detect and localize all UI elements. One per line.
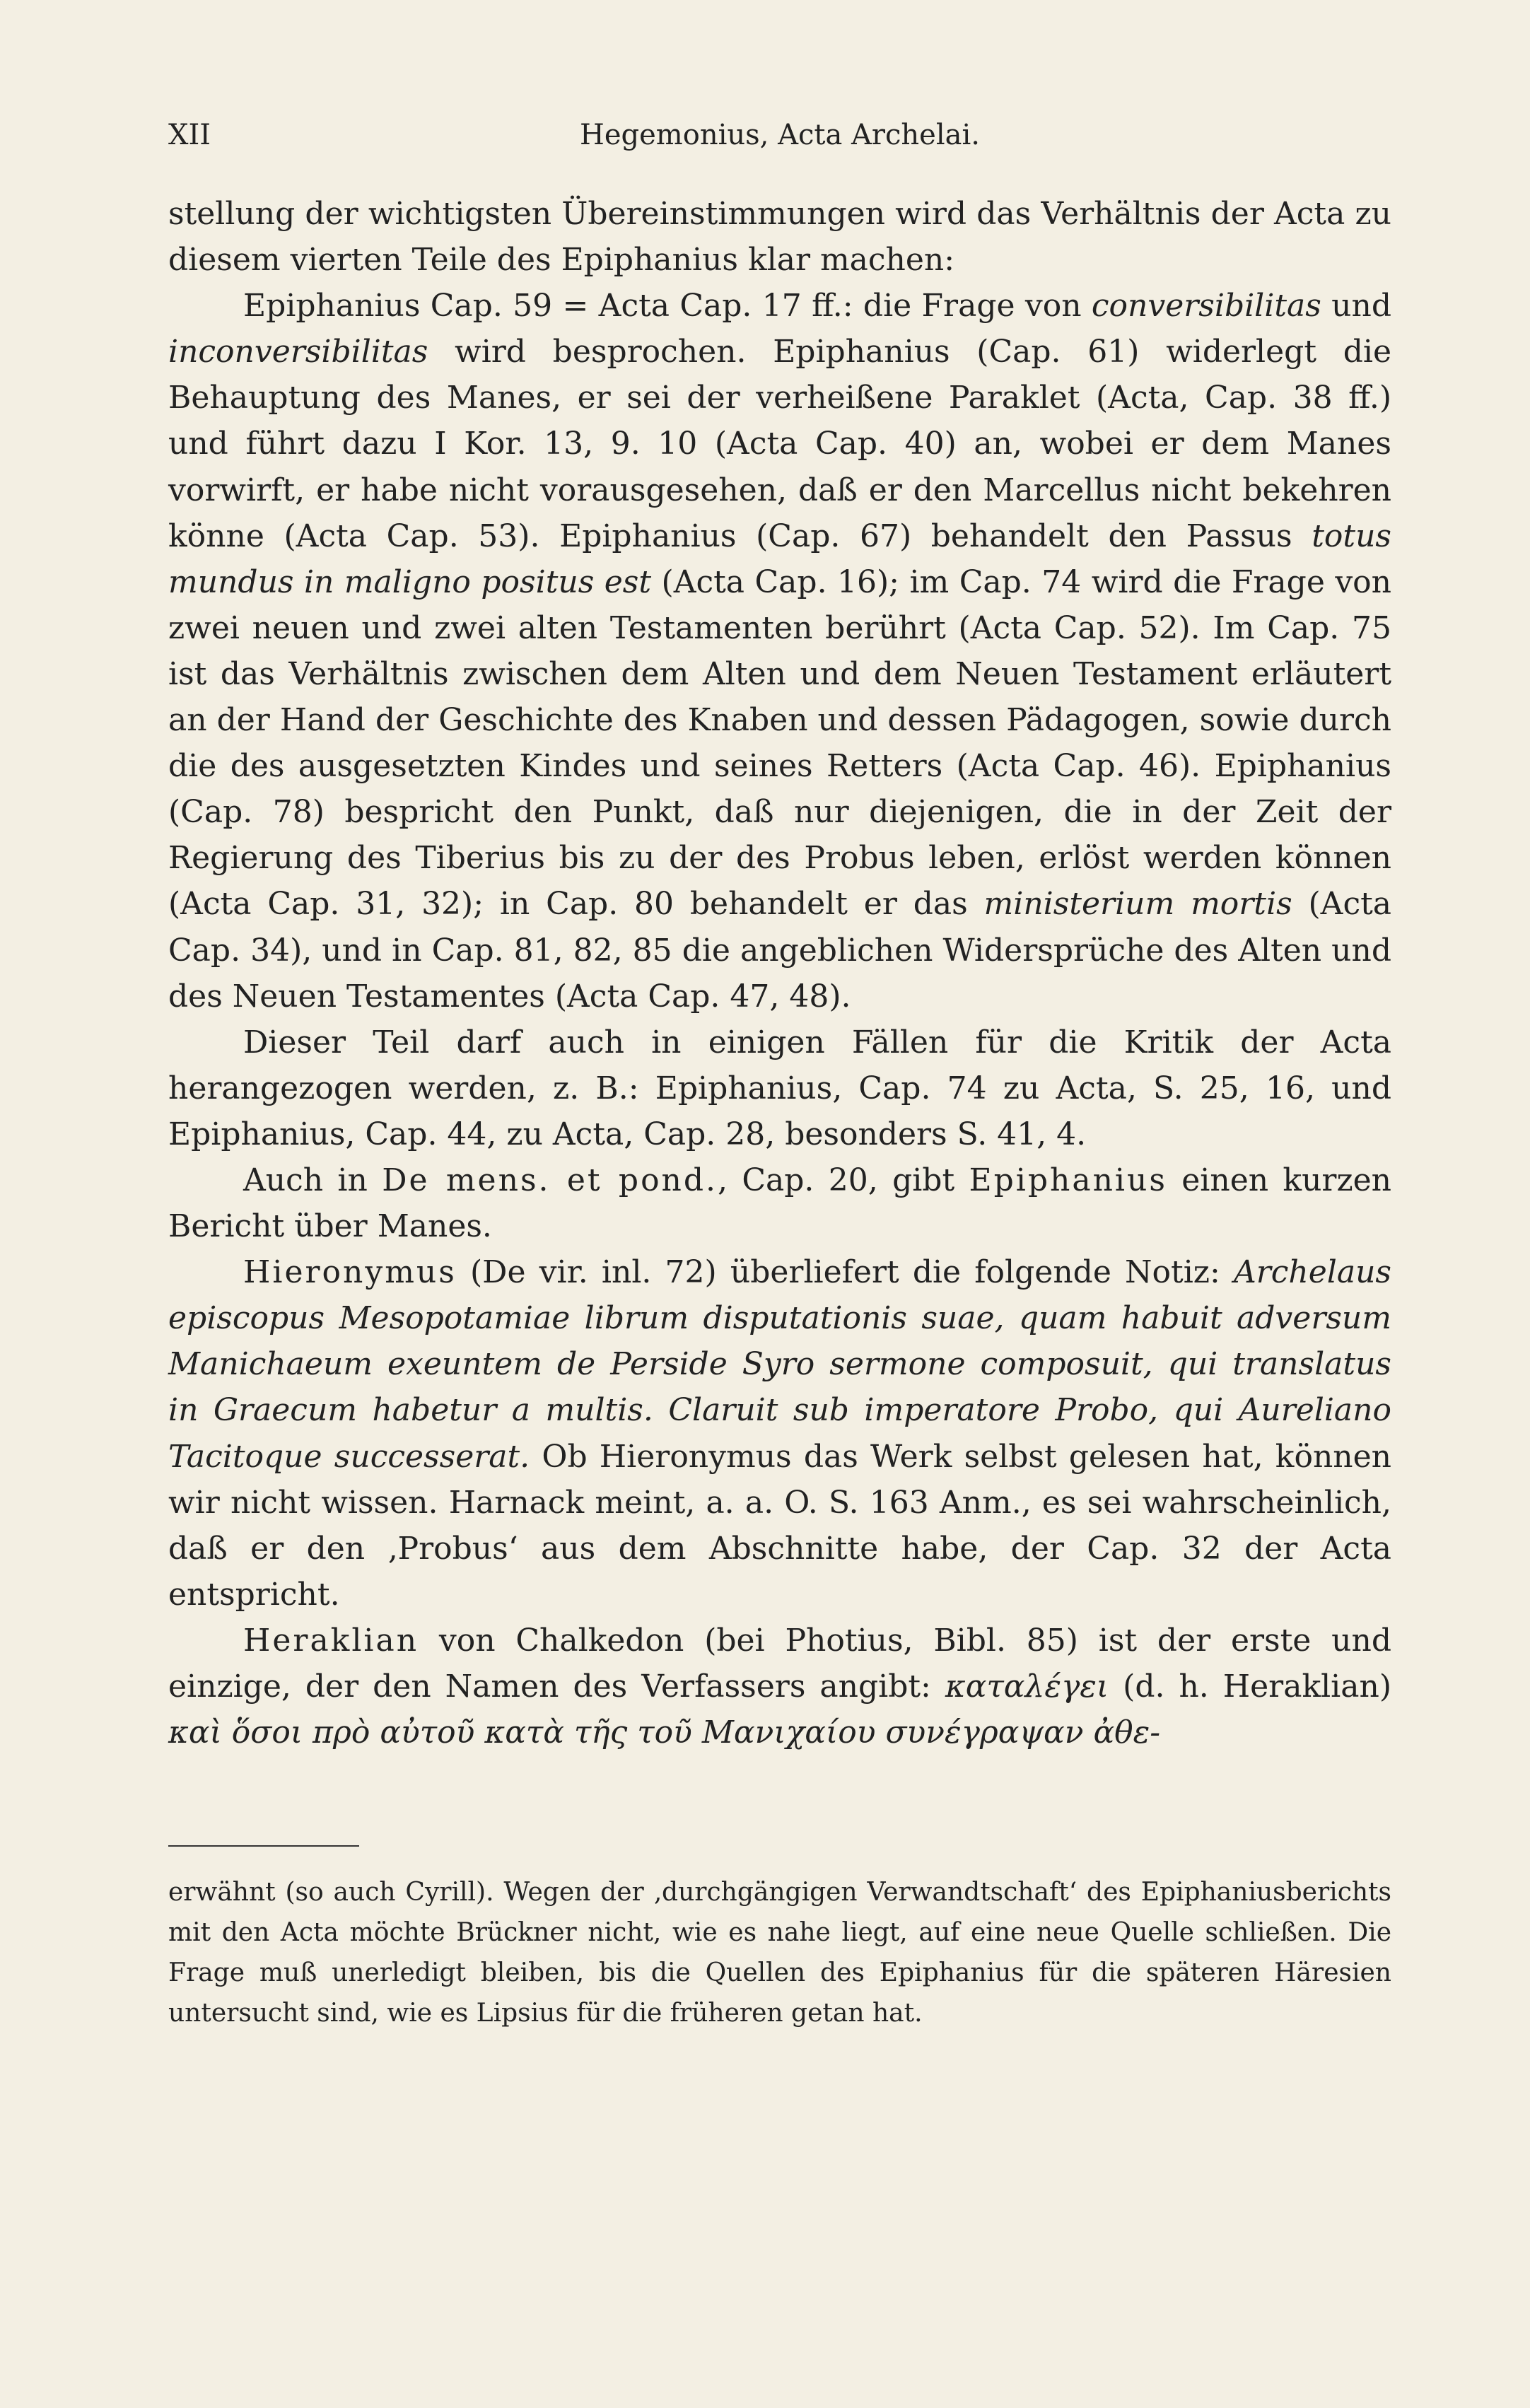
spaced-name: Hieronymus	[243, 1254, 457, 1291]
paragraph-6: Heraklian von Chalkedon (bei Photius, Bibl. 85) ist der erste und einzige, der den Namen des Verfassers angibt: καταλέγει (d. h. Heraklian) καὶ ὅσοι πρὸ αὐτοῦ κατὰ τῆς τοῦ Μανιχαίου συνέγραψαν ἀθε-	[168, 1622, 1391, 1751]
footnote-text: erwähnt (so auch Cyrill). Wegen der ‚durchgängigen Verwandtschaft‘ des Epiphaniusberichts mit den Acta möchte Brückner nicht, wie es nahe liegt, auf eine neue Quelle schließen. Die Frage muß unerledigt bleiben, bis die Quellen des Epiphanius für die späteren Häresien untersucht sind, wie es Lipsius für die früheren getan hat.	[168, 1878, 1391, 2028]
latin-quote: Archelaus episcopus Mesopotamiae librum disputationis suae, quam habuit adversum Manichaeum exeuntem de Perside Syro sermone composuit, qui translatus in Graecum habetur a multis. Claruit sub imperatore Probo, qui Aureliano Tacitoque successerat.	[168, 1254, 1391, 1475]
latin-term: inconversibilitas	[168, 334, 428, 370]
latin-term: ministerium mortis	[983, 886, 1292, 923]
footnote	[168, 1872, 1391, 2033]
greek-quote: καὶ ὅσοι πρὸ αὐτοῦ κατὰ τῆς τοῦ Μανιχαίου συνέγραψαν ἀθε-	[168, 1714, 1161, 1751]
paragraph-5: Hieronymus (De vir. inl. 72) überliefert die folgende Notiz: Archelaus episcopus Mesopotamiae librum disputationis suae, quam habuit adversum Manichaeum exeuntem de Perside Syro sermone composuit, qui translatus in Graecum habetur a multis. Claruit sub imperatore Probo, qui Aureliano Tacitoque successerat. Ob Hieronymus das Werk selbst gelesen hat, können wir nicht wissen. Harnack meint, a. a. O. S. 163 Anm., es sei wahrscheinlich, daß er den ‚Probus‘ aus dem Abschnitte habe, der Cap. 32 der Acta entspricht.	[168, 1254, 1391, 1613]
running-title: Hegemonius, Acta Archelai.	[579, 119, 981, 151]
latin-term: conversibilitas	[1091, 288, 1321, 325]
page-number: XII	[168, 119, 211, 151]
greek-term: καταλέγει	[945, 1668, 1109, 1705]
spaced-name: Heraklian	[243, 1622, 419, 1659]
footnote-rule	[168, 1845, 359, 1847]
spaced-name: Epiphanius	[969, 1162, 1167, 1198]
latin-quote: totus mundus in maligno positus est	[168, 518, 1391, 600]
paragraph-4: Auch in De mens. et pond., Cap. 20, gibt Epiphanius einen kurzen Bericht über Manes.	[168, 1162, 1392, 1245]
running-header	[168, 119, 1391, 161]
paragraph-3: Dieser Teil darf auch in einigen Fällen für die Kritik der Acta herangezogen werden, z. B.: Epiphanius, Cap. 74 zu Acta, S. 25, 16, und Epiphanius, Cap. 44, zu Acta, Cap. 28, besonders S. 41, 4.	[168, 1024, 1391, 1152]
main-text	[168, 191, 1391, 1755]
paragraph-2: Epiphanius Cap. 59 = Acta Cap. 17 ff.: die Frage von conversibilitas und inconversibilitas wird besprochen. Epiphanius (Cap. 61) widerlegt die Behauptung des Manes, er sei der verheißene Paraklet (Acta, Cap. 38 ff.) und führt dazu I Kor. 13, 9. 10 (Acta Cap. 40) an, wobei er dem Manes vorwirft, er habe nicht vorausgesehen, daß er den Marcellus nicht bekehren könne (Acta Cap. 53). Epiphanius (Cap. 67) behandelt den Passus totus mundus in maligno positus est (Acta Cap. 16); im Cap. 74 wird die Frage von zwei neuen und zwei alten Testamenten berührt (Acta Cap. 52). Im Cap. 75 ist das Verhältnis zwischen dem Alten und dem Neuen Testament erläutert an der Hand der Geschichte des Knaben und dessen Pädagogen, sowie durch die des ausgesetzten Kindes und seines Retters (Acta Cap. 46). Epiphanius (Cap. 78) bespricht den Punkt, daß nur diejenigen, die in der Zeit der Regierung des Tiberius bis zu der des Probus leben, erlöst werden können (Acta Cap. 31, 32); in Cap. 80 behandelt er das ministerium mortis (Acta Cap. 34), und in Cap. 81, 82, 85 die angeblichen Widersprüche des Alten und des Neuen Testamentes (Acta Cap. 47, 48).	[168, 288, 1392, 1015]
paragraph-1: stellung der wichtigsten Übereinstimmungen wird das Verhältnis der Acta zu diesem vierten Teile des Epiphanius klar machen:	[168, 196, 1391, 279]
spaced-title: De mens. et pond.	[382, 1162, 718, 1198]
